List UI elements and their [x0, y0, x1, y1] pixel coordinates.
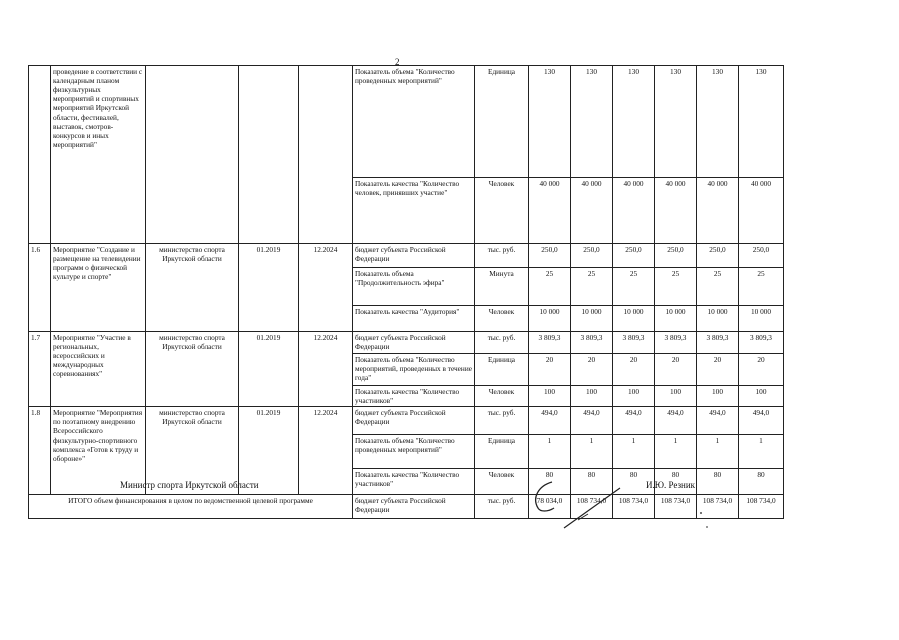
executor: министерство спорта Иркутской области [146, 244, 239, 332]
signer-title: Министр спорта Иркутской области [120, 480, 259, 490]
indicator: Показатель объема "Количество проведенных мероприятий" [353, 435, 475, 469]
indicator: Показатель качества "Количество человек, принявших участие" [353, 178, 475, 244]
year-value: 40 000 [655, 178, 697, 244]
year-value: 250,0 [655, 244, 697, 268]
year-value: 100 [613, 386, 655, 407]
year-value: 1 [739, 435, 784, 469]
unit: Единица [475, 435, 529, 469]
year-value: 3 809,3 [613, 332, 655, 354]
unit: Человек [475, 178, 529, 244]
unit: Единица [475, 66, 529, 178]
year-value: 494,0 [739, 407, 784, 435]
page-number: 2 [395, 57, 400, 67]
year-value: 20 [739, 354, 784, 386]
indicator: бюджет субъекта Российской Федерации [353, 244, 475, 268]
year-value: 1 [697, 435, 739, 469]
year-value: 80 [697, 469, 739, 495]
year-value: 250,0 [697, 244, 739, 268]
year-value: 494,0 [697, 407, 739, 435]
total-value: 108 734,0 [697, 495, 739, 519]
year-value: 10 000 [529, 306, 571, 332]
year-value: 20 [571, 354, 613, 386]
unit: Человек [475, 306, 529, 332]
year-value: 130 [655, 66, 697, 178]
event-name: Мероприятие "Мероприятия по поэтапному внедрению Всероссийского физкультурно-спортивного комплекса «Готов к труду и обороне»" [51, 407, 146, 495]
end-date: 12.2024 [299, 407, 353, 495]
year-value: 1 [571, 435, 613, 469]
year-value: 20 [613, 354, 655, 386]
executor: министерство спорта Иркутской области [146, 332, 239, 407]
year-value: 25 [739, 268, 784, 306]
row-number: 1.6 [29, 244, 51, 332]
total-value: 108 734,0 [739, 495, 784, 519]
total-label: ИТОГО объем финансирования в целом по ведомственной целевой программе [29, 495, 353, 519]
year-value: 494,0 [613, 407, 655, 435]
indicator: бюджет субъекта Российской Федерации [353, 332, 475, 354]
year-value: 100 [739, 386, 784, 407]
event-name: проведение в соответствии с календарным планом физкультурных мероприятий и спортивных мероприятий Иркутской области, фестивалей, выставок, смотров-конкурсов и иных мероприятий" [51, 66, 146, 244]
end-date: 12.2024 [299, 244, 353, 332]
indicator: Показатель объема "Количество мероприятий, проведенных в течение года" [353, 354, 475, 386]
year-value: 130 [739, 66, 784, 178]
year-value: 3 809,3 [697, 332, 739, 354]
indicator: Показатель качества "Количество участников" [353, 469, 475, 495]
year-value: 250,0 [613, 244, 655, 268]
indicator: Показатель объема "Продолжительность эфира" [353, 268, 475, 306]
year-value: 130 [571, 66, 613, 178]
end-date: 12.2024 [299, 332, 353, 407]
year-value: 250,0 [571, 244, 613, 268]
unit: тыс. руб. [475, 407, 529, 435]
year-value: 100 [697, 386, 739, 407]
handwritten-signature [530, 468, 640, 538]
unit: Минута [475, 268, 529, 306]
indicator: бюджет субъекта Российской Федерации [353, 407, 475, 435]
unit: Человек [475, 469, 529, 495]
signer-name: И.Ю. Резник [646, 480, 696, 490]
total-row [29, 495, 784, 519]
executor: министерство спорта Иркутской области [146, 407, 239, 495]
start-date: 01.2019 [239, 332, 299, 407]
year-value: 3 809,3 [571, 332, 613, 354]
event-name: Мероприятие "Участие в региональных, всероссийских и международных соревнованиях" [51, 332, 146, 407]
year-value: 494,0 [571, 407, 613, 435]
year-value: 40 000 [529, 178, 571, 244]
year-value: 40 000 [739, 178, 784, 244]
table-row [29, 66, 784, 178]
year-value: 20 [697, 354, 739, 386]
event-name: Мероприятие "Создание и размещение на телевидении программ о физической культуре и спорте" [51, 244, 146, 332]
year-value: 100 [571, 386, 613, 407]
indicator: Показатель качества "Количество участников" [353, 386, 475, 407]
year-value: 40 000 [697, 178, 739, 244]
indicator: Показатель качества "Аудитория" [353, 306, 475, 332]
table-row [29, 244, 784, 268]
year-value: 494,0 [529, 407, 571, 435]
unit: Единица [475, 354, 529, 386]
year-value: 130 [613, 66, 655, 178]
total-indicator: бюджет субъекта Российской Федерации [353, 495, 475, 519]
row-number [29, 66, 51, 244]
year-value: 3 809,3 [529, 332, 571, 354]
year-value: 20 [655, 354, 697, 386]
year-value: 25 [613, 268, 655, 306]
year-value: 80 [529, 469, 571, 495]
program-table [28, 65, 784, 519]
year-value: 80 [613, 469, 655, 495]
executor [146, 66, 239, 244]
year-value: 20 [529, 354, 571, 386]
year-value: 40 000 [571, 178, 613, 244]
year-value: 80 [571, 469, 613, 495]
total-value: 108 734,0 [571, 495, 613, 519]
year-value: 494,0 [655, 407, 697, 435]
start-date: 01.2019 [239, 407, 299, 495]
total-value: 108 734,0 [613, 495, 655, 519]
year-value: 10 000 [571, 306, 613, 332]
year-value: 25 [697, 268, 739, 306]
total-value: 78 034,0 [529, 495, 571, 519]
year-value: 80 [739, 469, 784, 495]
year-value: 10 000 [655, 306, 697, 332]
year-value: 3 809,3 [655, 332, 697, 354]
year-value: 130 [529, 66, 571, 178]
row-number: 1.7 [29, 332, 51, 407]
total-value: 108 734,0 [655, 495, 697, 519]
year-value: 25 [655, 268, 697, 306]
total-unit: тыс. руб. [475, 495, 529, 519]
unit: тыс. руб. [475, 332, 529, 354]
year-value: 1 [613, 435, 655, 469]
year-value: 1 [655, 435, 697, 469]
indicator: Показатель объема "Количество проведенных мероприятий" [353, 66, 475, 178]
unit: тыс. руб. [475, 244, 529, 268]
start-date: 01.2019 [239, 244, 299, 332]
table-body [29, 66, 784, 519]
year-value: 250,0 [529, 244, 571, 268]
year-value: 10 000 [613, 306, 655, 332]
unit: Человек [475, 386, 529, 407]
year-value: 10 000 [739, 306, 784, 332]
year-value: 100 [655, 386, 697, 407]
table-row [29, 407, 784, 435]
year-value: 130 [697, 66, 739, 178]
scan-speck [700, 512, 702, 514]
year-value: 80 [655, 469, 697, 495]
year-value: 1 [529, 435, 571, 469]
year-value: 10 000 [697, 306, 739, 332]
table-row [29, 332, 784, 354]
year-value: 100 [529, 386, 571, 407]
year-value: 40 000 [613, 178, 655, 244]
year-value: 25 [571, 268, 613, 306]
year-value: 250,0 [739, 244, 784, 268]
year-value: 25 [529, 268, 571, 306]
scan-speck [706, 526, 708, 528]
end-date [299, 66, 353, 244]
row-number: 1.8 [29, 407, 51, 495]
start-date [239, 66, 299, 244]
year-value: 3 809,3 [739, 332, 784, 354]
